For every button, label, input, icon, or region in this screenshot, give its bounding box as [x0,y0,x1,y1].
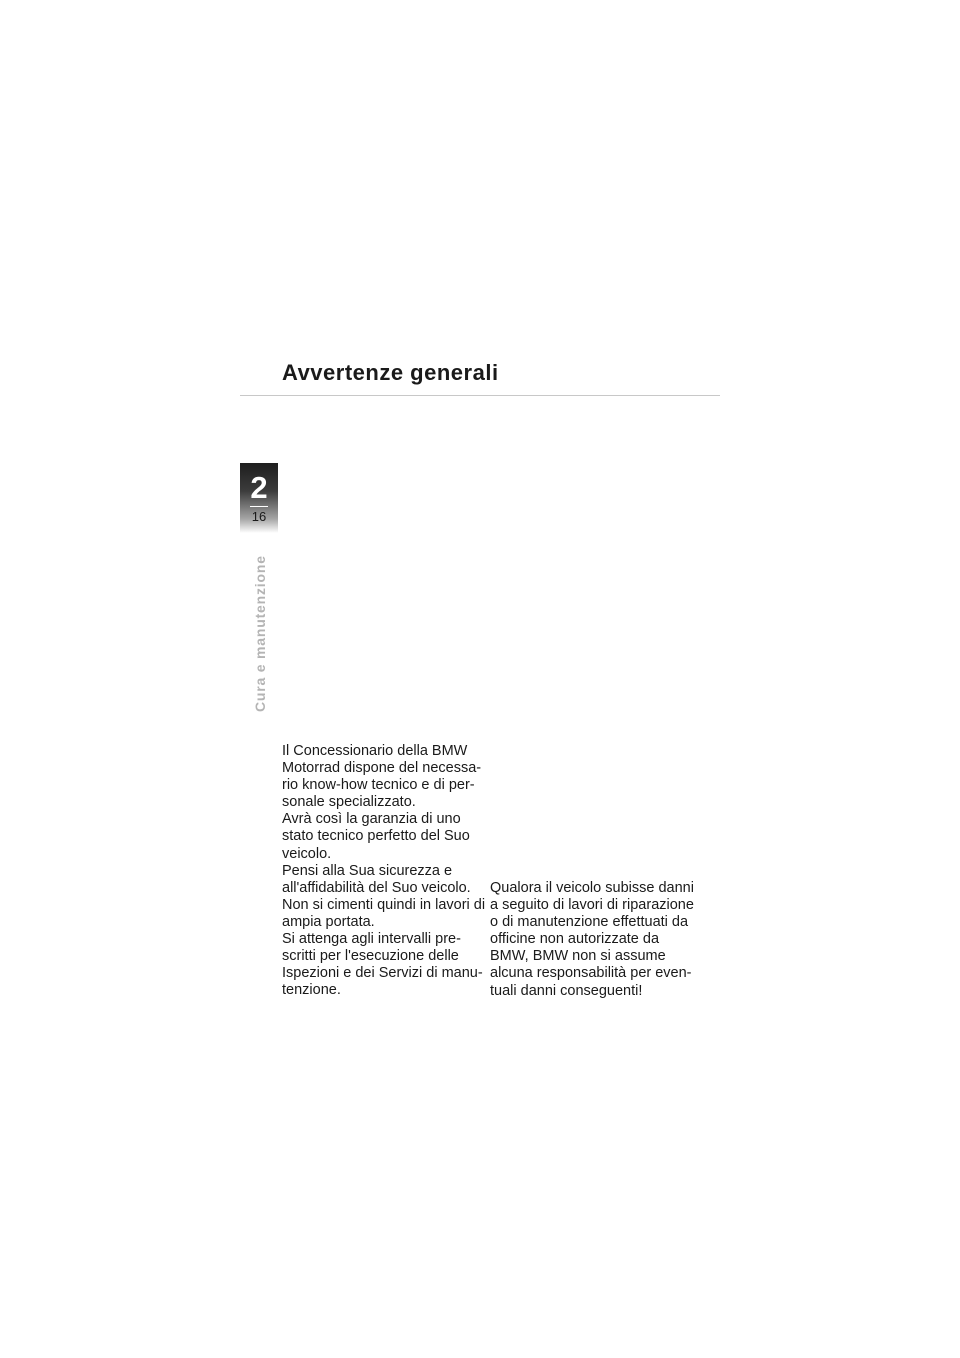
paragraph-line: veicolo. [282,845,332,862]
page-title: Avvertenze generali [282,360,499,385]
paragraph-line: tuali danni conseguenti! [490,982,643,999]
paragraph-line: Ispezioni e dei Servizi di manu- [282,965,483,982]
text-column-left [282,743,487,999]
paragraph-line: Pensi alla Sua sicurezza e [282,862,453,879]
paragraph-line: Avrà così la garanzia di uno [282,811,461,828]
paragraph-line: stato tecnico perfetto del Suo [282,828,470,845]
paragraph-line: rio know-how tecnico e di per- [282,777,475,794]
chapter-tab [240,463,278,533]
section-label: Cura e manutenzione [252,555,268,712]
paragraph-line: officine non autorizzate da [490,931,660,948]
paragraph-line: BMW, BMW non si assume [490,948,666,965]
paragraph-line: a seguito di lavori di riparazione [490,897,694,914]
paragraph-line: ampia portata. [282,913,375,930]
paragraph-line: o di manutenzione effettuati da [490,914,689,931]
title-divider [240,395,720,396]
paragraph-line: Si attenga agli intervalli pre- [282,931,461,948]
paragraph-line: Non si cimenti quindi in lavori di [282,896,486,913]
paragraph-line: all'affidabilità del Suo veicolo. [282,879,471,896]
paragraph-line: scritti per l'esecuzione delle [282,948,459,965]
paragraph-line: Qualora il veicolo subisse danni [490,880,694,896]
page-number: 16 [251,509,267,524]
paragraph-line: tenzione. [282,982,341,999]
chapter-number: 2 [250,470,268,505]
paragraph-line: Il Concessionario della BMW [282,743,468,759]
text-column-right [490,880,695,1000]
chapter-divider [250,506,268,507]
paragraph-line: sonale specializzato. [282,794,416,811]
paragraph-line: Motorrad dispone del necessa- [282,760,482,777]
paragraph-line: alcuna responsabilità per even- [490,965,692,982]
